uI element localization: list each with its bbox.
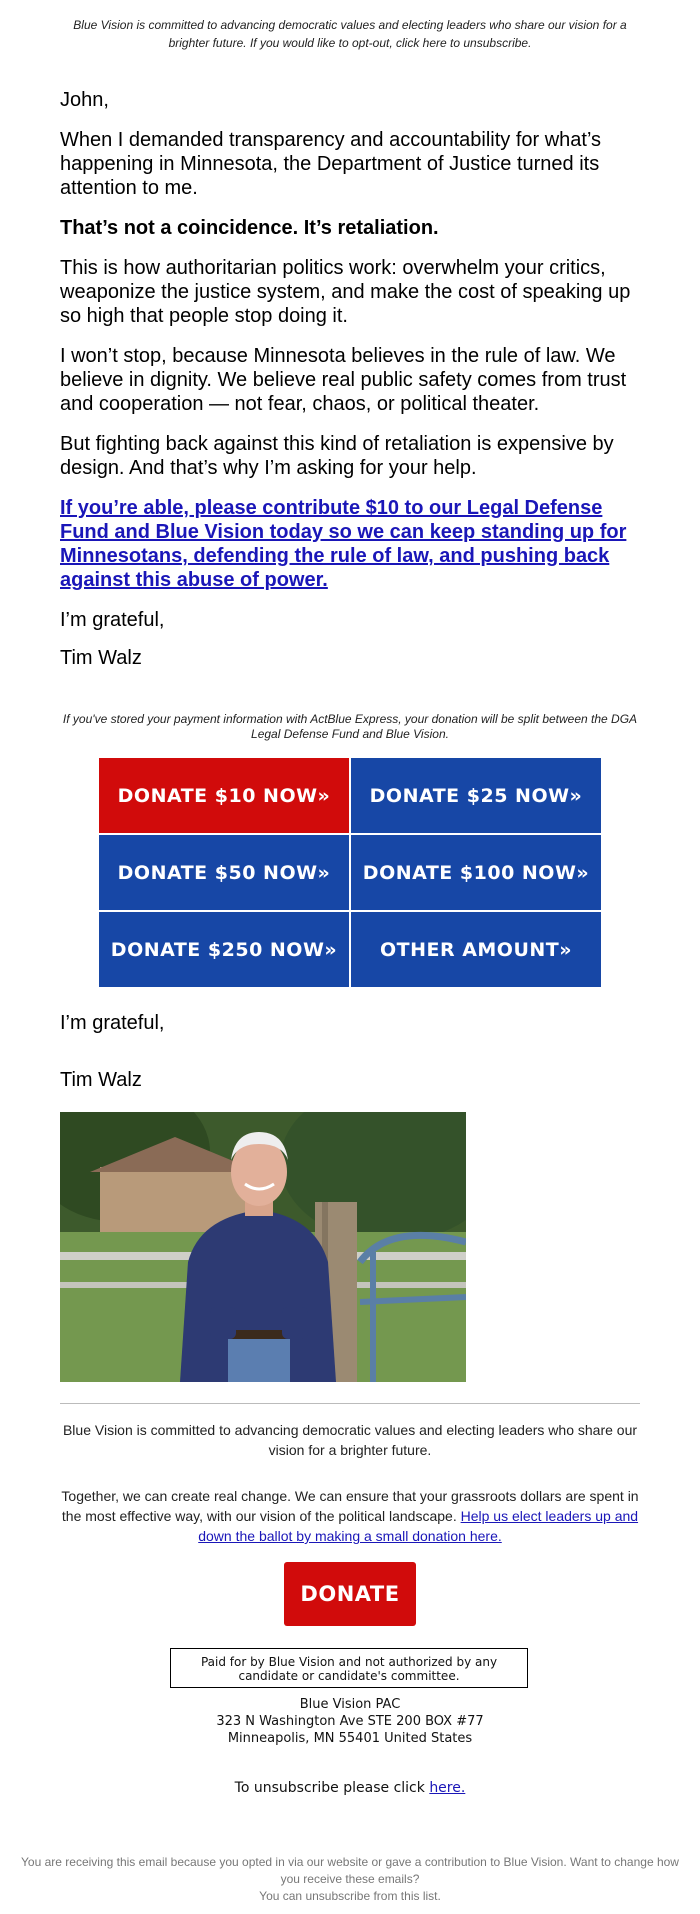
bottom-note-line-1: You are receiving this email because you opted in via our website or gave a contribution to Blue Vision. Want to change how you receive these emails? <box>21 1855 679 1886</box>
together-text: Together, we can create real change. We can ensure that your grassroots dollars are spent in the most effective way, with our vision of the political landscape. <box>61 1488 639 1524</box>
pac-address <box>60 1696 640 1747</box>
signature-2: Tim Walz <box>60 1069 142 1091</box>
unsubscribe-line <box>60 1780 640 1796</box>
donate-other-amount-button[interactable]: OTHER AMOUNT» <box>351 912 601 987</box>
closing-2: I’m grateful, <box>60 1012 165 1034</box>
donate-25-button[interactable]: DONATE $25 NOW» <box>351 758 601 833</box>
paragraph-1: When I demanded transparency and accountability for what’s happening in Minnesota, the Department of Justice turned its attention to me. <box>60 129 602 199</box>
bottom-note <box>10 1854 690 1905</box>
actblue-note: If you've stored your payment information with ActBlue Express, your donation will be split between the DGA Legal Defense Fund and Blue Vision. <box>62 712 638 741</box>
paragraph-3: This is how authoritarian politics work: overwhelm your critics, weaponize the justice system, and make the cost of speaking up so high that people stop doing it. <box>60 257 631 327</box>
salutation: John, <box>60 89 109 111</box>
donate-50-button[interactable]: DONATE $50 NOW» <box>99 835 349 910</box>
bottom-note-line-2[interactable]: You can unsubscribe from this list. <box>259 1889 441 1903</box>
donate-10-button[interactable]: DONATE $10 NOW» <box>99 758 349 833</box>
footer-mission: Blue Vision is committed to advancing democratic values and electing leaders who share our vision for a brighter future. <box>62 1422 638 1458</box>
paragraph-2-bold: That’s not a coincidence. It’s retaliation. <box>60 217 439 239</box>
footer-donate-button[interactable]: DONATE <box>284 1562 416 1626</box>
header-note: Blue Vision is committed to advancing democratic values and electing leaders who share our vision for a brighter future. If you would like to opt-out, click here to unsubscribe. <box>73 18 627 50</box>
donate-100-button[interactable]: DONATE $100 NOW» <box>351 835 601 910</box>
paragraph-4: I won’t stop, because Minnesota believes in the rule of law. We believe in dignity. We believe real public safety comes from trust and cooperation — not fear, chaos, or political theater. <box>60 345 627 415</box>
address-line-1: Blue Vision PAC <box>299 1697 401 1712</box>
paid-for-disclaimer: Paid for by Blue Vision and not authorized by any candidate or candidate's committee. <box>170 1648 528 1688</box>
footer-divider <box>60 1403 640 1404</box>
signature: Tim Walz <box>60 647 142 669</box>
donate-grid <box>99 758 601 987</box>
candidate-photo <box>60 1112 466 1382</box>
small-donation-link[interactable]: Help us elect leaders up and down the ballot by making a small donation here. <box>198 1508 639 1544</box>
address-line-2: 323 N Washington Ave STE 200 BOX #77 <box>216 1714 484 1729</box>
contribute-link[interactable]: If you’re able, please contribute $10 to our Legal Defense Fund and Blue Vision today so we can keep standing up for Minnesotans, defending the rule of law, and pushing back against this abuse of power. <box>60 497 627 591</box>
letter-body <box>60 88 644 686</box>
unsubscribe-text: To unsubscribe please click <box>234 1780 430 1796</box>
address-line-3: Minneapolis, MN 55401 United States <box>227 1731 473 1746</box>
closing: I’m grateful, <box>60 609 165 631</box>
paragraph-5: But fighting back against this kind of retaliation is expensive by design. And that’s why I’m asking for your help. <box>60 433 614 479</box>
footer-together <box>60 1486 640 1546</box>
donate-250-button[interactable]: DONATE $250 NOW» <box>99 912 349 987</box>
unsubscribe-link[interactable]: here. <box>429 1780 466 1796</box>
